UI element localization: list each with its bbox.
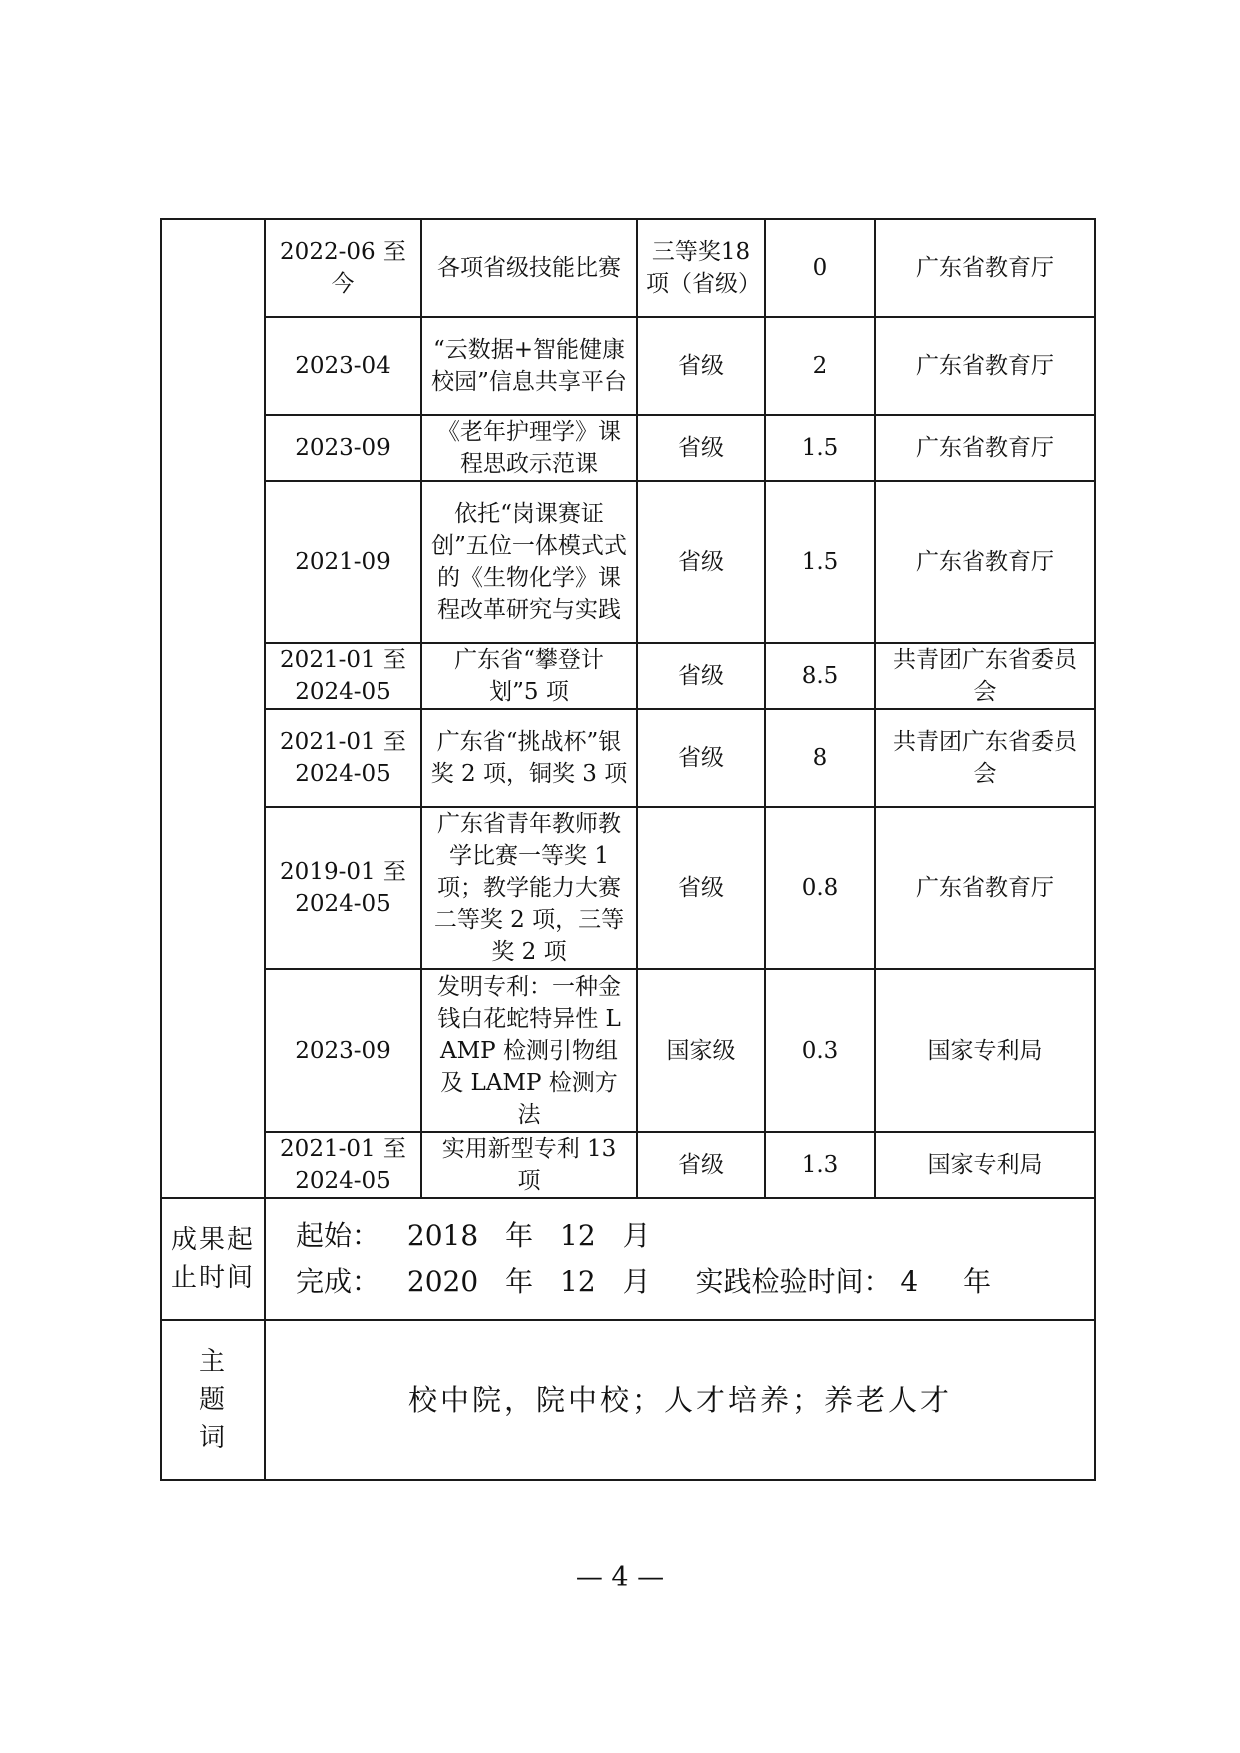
table-row xyxy=(161,219,1095,317)
keywords-label: 主题词 xyxy=(161,1320,265,1480)
achievement-table xyxy=(160,218,1096,1481)
date-cell: 2021-01 至 2024-05 xyxy=(265,1132,421,1198)
page-number: — 4 — xyxy=(575,1562,665,1593)
org-cell: 广东省教育厅 xyxy=(875,807,1095,969)
start-month: 12 xyxy=(560,1219,596,1252)
level-cell: 省级 xyxy=(637,481,765,643)
org-cell: 广东省教育厅 xyxy=(875,317,1095,415)
score-cell: 0.3 xyxy=(765,969,875,1132)
score-cell: 0.8 xyxy=(765,807,875,969)
date-cell: 2022-06 至今 xyxy=(265,219,421,317)
period-label: 成果起止时间 xyxy=(161,1198,265,1320)
practice-year-unit: 年 xyxy=(963,1265,992,1298)
date-cell: 2023-09 xyxy=(265,415,421,481)
end-label: 完成： xyxy=(296,1265,381,1298)
level-cell: 省级 xyxy=(637,1132,765,1198)
level-cell: 国家级 xyxy=(637,969,765,1132)
end-year-unit: 年 xyxy=(505,1265,534,1298)
end-line xyxy=(296,1259,1086,1305)
start-line xyxy=(296,1213,1086,1259)
end-year: 2020 xyxy=(406,1265,479,1298)
start-year: 2018 xyxy=(406,1219,479,1252)
name-cell: 发明专利：一种金钱白花蛇特异性 LAMP 检测引物组及 LAMP 检测方法 xyxy=(421,969,637,1132)
table-row xyxy=(161,807,1095,969)
name-cell: “云数据+智能健康校园”信息共享平台 xyxy=(421,317,637,415)
table-row xyxy=(161,481,1095,643)
name-cell: 各项省级技能比赛 xyxy=(421,219,637,317)
score-cell: 1.5 xyxy=(765,415,875,481)
org-cell: 广东省教育厅 xyxy=(875,481,1095,643)
keywords-text: 校中院，院中校；人才培养；养老人才 xyxy=(265,1320,1095,1480)
score-cell: 0 xyxy=(765,219,875,317)
name-cell: 《老年护理学》课程思政示范课 xyxy=(421,415,637,481)
period-content xyxy=(265,1198,1095,1320)
name-cell: 依托“岗课赛证创”五位一体模式式的《生物化学》课程改革研究与实践 xyxy=(421,481,637,643)
date-cell: 2021-09 xyxy=(265,481,421,643)
name-cell: 广东省“挑战杯”银奖 2 项，铜奖 3 项 xyxy=(421,709,637,807)
practice-years: 4 xyxy=(900,1265,919,1298)
level-cell: 三等奖18项（省级） xyxy=(637,219,765,317)
org-cell: 广东省教育厅 xyxy=(875,415,1095,481)
name-cell: 广东省青年教师教学比赛一等奖 1 项；教学能力大赛二等奖 2 项，三等奖 2 项 xyxy=(421,807,637,969)
level-cell: 省级 xyxy=(637,709,765,807)
level-cell: 省级 xyxy=(637,415,765,481)
score-cell: 8 xyxy=(765,709,875,807)
table-row xyxy=(161,709,1095,807)
level-cell: 省级 xyxy=(637,643,765,709)
practice-label: 实践检验时间： xyxy=(695,1265,892,1298)
name-cell: 广东省“攀登计划”5 项 xyxy=(421,643,637,709)
end-month-unit: 月 xyxy=(622,1265,651,1298)
start-year-unit: 年 xyxy=(505,1219,534,1252)
level-cell: 省级 xyxy=(637,807,765,969)
org-cell: 国家专利局 xyxy=(875,1132,1095,1198)
table-row xyxy=(161,317,1095,415)
org-cell: 共青团广东省委员会 xyxy=(875,643,1095,709)
score-cell: 1.3 xyxy=(765,1132,875,1198)
period-row xyxy=(161,1198,1095,1320)
table-row xyxy=(161,1132,1095,1198)
date-cell: 2023-09 xyxy=(265,969,421,1132)
level-cell: 省级 xyxy=(637,317,765,415)
left-blank-cell xyxy=(161,219,265,1198)
keywords-row xyxy=(161,1320,1095,1480)
org-cell: 共青团广东省委员会 xyxy=(875,709,1095,807)
org-cell: 广东省教育厅 xyxy=(875,219,1095,317)
name-cell: 实用新型专利 13 项 xyxy=(421,1132,637,1198)
date-cell: 2021-01 至 2024-05 xyxy=(265,643,421,709)
table-row xyxy=(161,643,1095,709)
start-label: 起始： xyxy=(296,1219,381,1252)
org-cell: 国家专利局 xyxy=(875,969,1095,1132)
date-cell: 2023-04 xyxy=(265,317,421,415)
table-row xyxy=(161,415,1095,481)
date-cell: 2019-01 至 2024-05 xyxy=(265,807,421,969)
start-month-unit: 月 xyxy=(622,1219,651,1252)
table-row xyxy=(161,969,1095,1132)
date-cell: 2021-01 至 2024-05 xyxy=(265,709,421,807)
score-cell: 8.5 xyxy=(765,643,875,709)
score-cell: 2 xyxy=(765,317,875,415)
score-cell: 1.5 xyxy=(765,481,875,643)
end-month: 12 xyxy=(560,1265,596,1298)
